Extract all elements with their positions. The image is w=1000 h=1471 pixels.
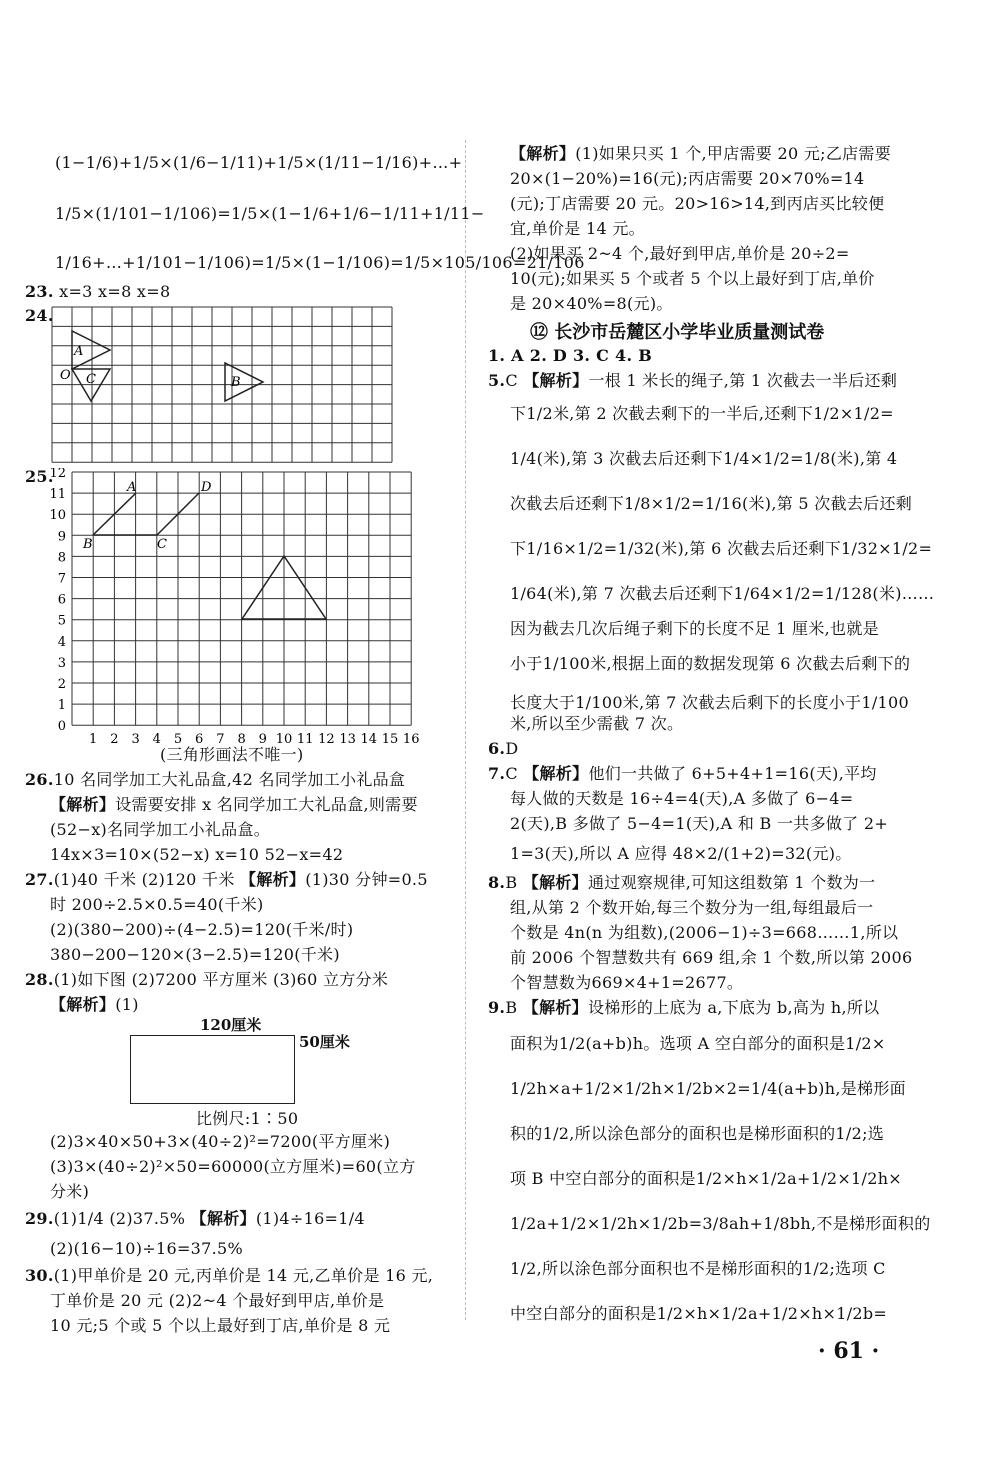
q5-number: 5. [488, 371, 506, 390]
q5-line-9: 长度大于1/100米,第 7 次截去后剩下的长度小于1/100 [510, 693, 909, 712]
q5-line-10: 米,所以至少需截 7 次。 [510, 714, 684, 733]
q27-analysis: (1)30 分钟=0.5 [305, 870, 428, 889]
q9-line-7: 1/2,所以涂色部分面积也不是梯形面积的1/2;选项 C [510, 1259, 886, 1278]
q8-text-1: 通过观察规律,可知这组数第 1 个数为一 [587, 873, 876, 892]
q29-line-1 [25, 1208, 365, 1230]
q5-line-6: 1/64(米),第 7 次截去后还剩下1/64×1/2=1/128(米)…… [510, 584, 935, 603]
q5-choice: C [505, 371, 524, 390]
q26-number: 26. [25, 770, 54, 789]
label-b: B [231, 375, 241, 390]
q23-number: 23. [25, 282, 54, 301]
y-tick-label: 5 [57, 613, 66, 629]
q29-answer: (1)1/4 (2)37.5% [53, 1209, 191, 1228]
y-tick-label: 0 [57, 719, 66, 735]
q6 [488, 738, 518, 760]
r-line-1 [510, 143, 891, 165]
q26-line-2 [50, 794, 418, 816]
q9-line-8: 中空白部分的面积是1/2×h×1/2a+1/2×h×1/2b= [510, 1304, 888, 1323]
q9-line-6: 1/2a+1/2×1/2h×1/2b=3/8ah+1/8bh,不是梯形面积的 [510, 1214, 931, 1233]
q8-number: 8. [488, 873, 506, 892]
q5-line-1 [488, 370, 897, 392]
q5-line-8: 小于1/100米,根据上面的数据发现第 6 次截去后剩下的 [510, 654, 911, 673]
q9-choice: B [505, 998, 523, 1017]
q27-line-3: (2)(380−200)÷(4−2.5)=120(千米/时) [50, 920, 354, 939]
q27-line-2: 时 200÷2.5×0.5=40(千米) [50, 895, 264, 914]
q9-line-5: 项 B 中空白部分的面积是1/2×h×1/2a+1/2×1/2h× [510, 1169, 903, 1188]
q5-analysis-tag: 【解析】 [523, 371, 589, 390]
q30-number: 30. [25, 1266, 54, 1285]
x-tick-label: 12 [318, 732, 335, 743]
r-line-3: (元);丁店需要 20 元。20>16>14,到丙店买比较便 [510, 194, 885, 213]
q5-line-3: 1/4(米),第 3 次截去后还剩下1/4×1/2=1/8(米),第 4 [510, 449, 898, 468]
q5-text-1: 一根 1 米长的绳子,第 1 次截去一半后还剩 [588, 371, 898, 390]
x-tick-label: 8 [237, 732, 246, 743]
y-tick-label: 10 [49, 508, 66, 524]
rect-top-label: 120厘米 [200, 1016, 262, 1034]
q27-number: 27. [25, 870, 54, 889]
q29-analysis-tag: 【解析】 [190, 1209, 256, 1228]
label-o: O [60, 368, 71, 383]
q8-line-1 [488, 872, 875, 894]
q27-answer: (1)40 千米 (2)120 千米 [53, 870, 241, 889]
r-line-5: (2)如果买 2~4 个,最好到甲店,单价是 20÷2= [510, 244, 850, 263]
q9-line-1 [488, 997, 879, 1019]
y-tick-label: 9 [57, 529, 66, 545]
section-title: ⑫ 长沙市岳麓区小学毕业质量测试卷 [530, 322, 825, 343]
rect-side-label: 50厘米 [299, 1033, 350, 1051]
q7-choice: C [505, 764, 524, 783]
q30-answer: (1)甲单价是 20 元,丙单价是 14 元,乙单价是 16 元, [53, 1266, 434, 1285]
point-b: B [83, 537, 93, 552]
q25-caption: (三角形画法不唯一) [160, 745, 304, 764]
q26-line-1 [25, 769, 405, 791]
q8-analysis-tag: 【解析】 [522, 873, 588, 892]
q7-line-3: 2(天),B 多做了 5−4=1(天),A 和 B 一共多做了 2+ [510, 814, 889, 833]
r-analysis-tag: 【解析】 [510, 144, 576, 163]
q29-number: 29. [25, 1209, 54, 1228]
q6-number: 6. [488, 739, 506, 758]
q7-text-1: 他们一共做了 6+5+4+1=16(天),平均 [588, 764, 877, 783]
q22-line-1: (1−1/6)+1/5×(1/6−1/11)+1/5×(1/11−1/16)+…+ [55, 153, 463, 172]
q7-number: 7. [488, 764, 506, 783]
q7-line-4: 1=3(天),所以 A 应得 48×2/(1+2)=32(元)。 [510, 844, 852, 863]
q22-line-2: 1/5×(1/101−1/106)=1/5×(1−1/6+1/6−1/11+1/11− [55, 204, 485, 223]
q28-line-4: (3)3×(40÷2)²×50=60000(立方厘米)=60(立方 [50, 1157, 416, 1176]
q9-line-3: 1/2h×a+1/2×1/2h×1/2b×2=1/4(a+b)h,是梯形面 [510, 1079, 906, 1098]
q8-line-2: 组,从第 2 个数开始,每三个数分为一组,每组最后一 [510, 898, 874, 917]
x-tick-label: 14 [360, 732, 378, 743]
x-tick-label: 9 [258, 732, 267, 743]
point-d: D [201, 480, 212, 495]
q8-line-4: 前 2006 个智慧数共有 669 组,余 1 个数,所以第 2006 [510, 948, 913, 967]
scale-label: 比例尺:1∶50 [196, 1109, 299, 1128]
point-c: C [157, 537, 167, 552]
q9-line-2: 面积为1/2(a+b)h。选项 A 空白部分的面积是1/2× [510, 1034, 886, 1053]
q8-line-5: 个智慧数为669×4+1=2677。 [510, 973, 744, 992]
x-tick-label: 4 [152, 732, 161, 743]
q28-analysis: (1) [115, 995, 139, 1014]
q28-line-5: 分米) [50, 1182, 90, 1201]
q30-line-1 [25, 1265, 433, 1287]
q29-line-2: (2)(16−10)÷16=37.5% [50, 1239, 243, 1258]
q30-line-2: 丁单价是 20 元 (2)2~4 个最好到甲店,单价是 [50, 1291, 385, 1310]
q5-line-7: 因为截去几次后绳子剩下的长度不足 1 厘米,也就是 [510, 619, 879, 638]
r-line-4: 宜,单价是 14 元。 [510, 219, 645, 238]
y-tick-label: 4 [57, 634, 66, 650]
x-tick-label: 2 [110, 732, 119, 743]
x-tick-label: 13 [339, 732, 356, 743]
y-tick-label: 2 [57, 677, 66, 692]
q5-line-4: 次截去后还剩下1/8×1/2=1/16(米),第 5 次截去后还剩 [510, 494, 913, 513]
y-tick-label: 6 [57, 592, 66, 608]
column-divider [465, 140, 466, 1320]
y-tick-label: 1 [57, 698, 66, 714]
q9-text-1: 设梯形的上底为 a,下底为 b,高为 h,所以 [587, 998, 880, 1017]
label-c: C [86, 372, 96, 387]
y-tick-label: 11 [49, 487, 66, 503]
y-tick-label: 12 [49, 468, 66, 481]
answers-1-4: 1. A 2. D 3. C 4. B [488, 346, 653, 365]
q25-number: 25. [25, 467, 54, 486]
q25-coordinate-grid [45, 468, 425, 743]
x-tick-label: 10 [275, 732, 293, 743]
q28-analysis-tag: 【解析】 [50, 995, 116, 1014]
q5-line-5: 下1/16×1/2=1/32(米),第 6 次截去后还剩下1/32×1/2= [510, 539, 933, 558]
q28-number: 28. [25, 970, 54, 989]
q23-answer: x=3 x=8 x=8 [59, 282, 171, 301]
y-tick-label: 7 [57, 571, 66, 587]
q7-analysis-tag: 【解析】 [523, 764, 589, 783]
r-line-2: 20×(1−20%)=16(元);丙店需要 20×70%=14 [510, 169, 865, 188]
q22-line-3: 1/16+…+1/101−1/106)=1/5×(1−1/106)=1/5×105/106=21/106 [55, 253, 585, 272]
q26-line-3: (52−x)名同学加工小礼品盒。 [50, 820, 271, 839]
q8-choice: B [505, 873, 523, 892]
x-tick-label: 5 [173, 732, 183, 743]
q29-analysis: (1)4÷16=1/4 [255, 1209, 365, 1228]
q24-number: 24. [25, 306, 54, 325]
q8-line-3: 个数是 4n(n 为组数),(2006−1)÷3=668……1,所以 [510, 923, 899, 942]
q26-analysis-tag: 【解析】 [50, 795, 116, 814]
q28-answer: (1)如下图 (2)7200 平方厘米 (3)60 立方分米 [53, 970, 389, 989]
q28-line-3: (2)3×40×50+3×(40÷2)²=7200(平方厘米) [50, 1132, 391, 1151]
drawn-rectangle [130, 1035, 295, 1104]
y-tick-label: 3 [57, 655, 66, 671]
q24-grid-figure [50, 305, 402, 465]
x-tick-label: 11 [296, 732, 314, 743]
q26-analysis: 设需要安排 x 名同学加工大礼品盒,则需要 [115, 795, 418, 814]
r-line-6: 10(元);如果买 5 个或者 5 个以上最好到丁店,单价 [510, 269, 875, 288]
q27-analysis-tag: 【解析】 [240, 870, 306, 889]
q28-line-1 [25, 969, 388, 991]
q23 [25, 281, 170, 303]
q9-number: 9. [488, 998, 506, 1017]
q30-line-3: 10 元;5 个或 5 个以上最好到丁店,单价是 8 元 [50, 1316, 391, 1335]
q6-answer: D [505, 739, 519, 758]
x-tick-label: 16 [402, 732, 420, 743]
label-a: A [74, 344, 84, 359]
q5-line-2: 下1/2米,第 2 次截去剩下的一半后,还剩下1/2×1/2= [510, 404, 894, 423]
r-line-1-text: (1)如果只买 1 个,甲店需要 20 元;乙店需要 [575, 144, 892, 163]
y-tick-label: 8 [57, 550, 66, 566]
page-number: · 61 · [818, 1338, 880, 1364]
q27-line-1 [25, 869, 428, 891]
q7-line-1 [488, 763, 877, 785]
x-tick-label: 3 [131, 732, 140, 743]
x-tick-label: 7 [216, 732, 225, 743]
q27-line-4: 380−200−120×(3−2.5)=120(千米) [50, 945, 340, 964]
x-tick-label: 1 [89, 732, 98, 743]
x-tick-label: 6 [195, 732, 204, 743]
q28-line-2 [50, 994, 139, 1016]
r-line-7: 是 20×40%=8(元)。 [510, 294, 673, 313]
q26-answer: 10 名同学加工大礼品盒,42 名同学加工小礼品盒 [53, 770, 406, 789]
q26-line-4: 14x×3=10×(52−x) x=10 52−x=42 [50, 845, 344, 864]
q9-line-4: 积的1/2,所以涂色部分的面积也是梯形面积的1/2;选 [510, 1124, 885, 1143]
point-a: A [127, 480, 137, 495]
x-tick-label: 15 [381, 732, 399, 743]
q7-line-2: 每人做的天数是 16÷4=4(天),A 多做了 6−4= [510, 789, 854, 808]
q9-analysis-tag: 【解析】 [522, 998, 588, 1017]
